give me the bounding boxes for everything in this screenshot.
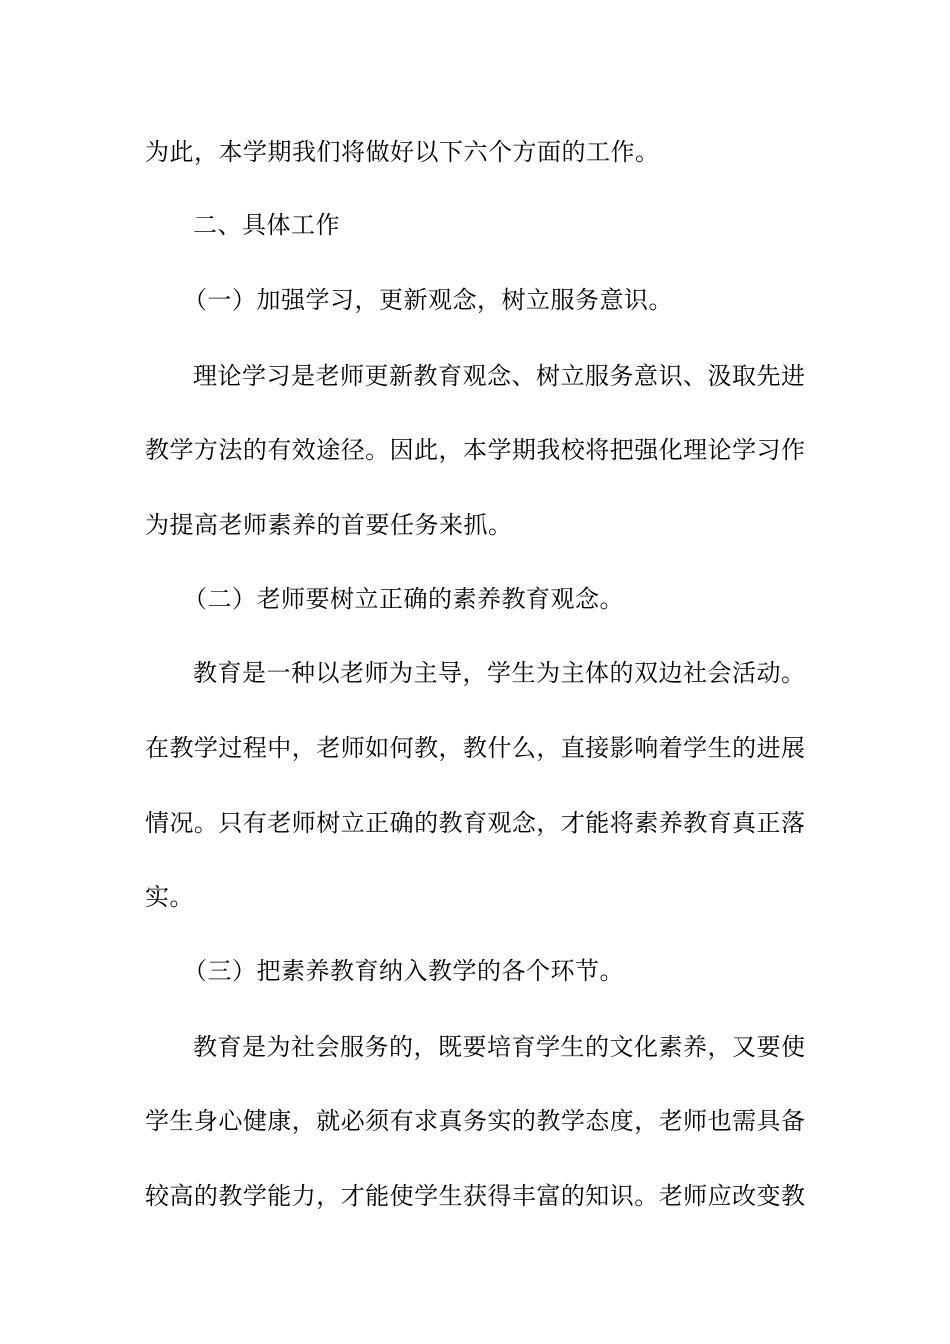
- paragraph-line: 教育是一种以老师为主导，学生为主体的双边社会活动。: [193, 659, 805, 687]
- subsection-heading: （三）把素养教育纳入教学的各个环节。: [183, 957, 624, 985]
- paragraph-line: 为提高老师素养的首要任务来抓。: [145, 511, 513, 539]
- paragraph-line: 理论学习是老师更新教育观念、树立服务意识、汲取先进: [193, 362, 805, 390]
- paragraph-line: 学生身心健康，就必须有求真务实的教学态度，老师也需具备: [145, 1107, 805, 1135]
- paragraph-line: 在教学过程中，老师如何教，教什么，直接影响着学生的进展: [145, 734, 805, 762]
- paragraph-line: 教学方法的有效途径。因此，本学期我校将把强化理论学习作: [145, 436, 805, 464]
- paragraph-line: 教育是为社会服务的，既要培育学生的文化素养，又要使: [193, 1033, 805, 1061]
- subsection-heading: （二）老师要树立正确的素养教育观念。: [183, 585, 624, 613]
- paragraph-line: 为此，本学期我们将做好以下六个方面的工作。: [145, 138, 660, 166]
- paragraph-line: 实。: [145, 883, 194, 911]
- subsection-heading: （一）加强学习，更新观念，树立服务意识。: [183, 286, 673, 314]
- paragraph-line: 较高的教学能力，才能使学生获得丰富的知识。老师应改变教: [145, 1182, 805, 1210]
- section-heading: 二、具体工作: [193, 211, 340, 239]
- paragraph-line: 情况。只有老师树立正确的教育观念，才能将素养教育真正落: [145, 809, 805, 837]
